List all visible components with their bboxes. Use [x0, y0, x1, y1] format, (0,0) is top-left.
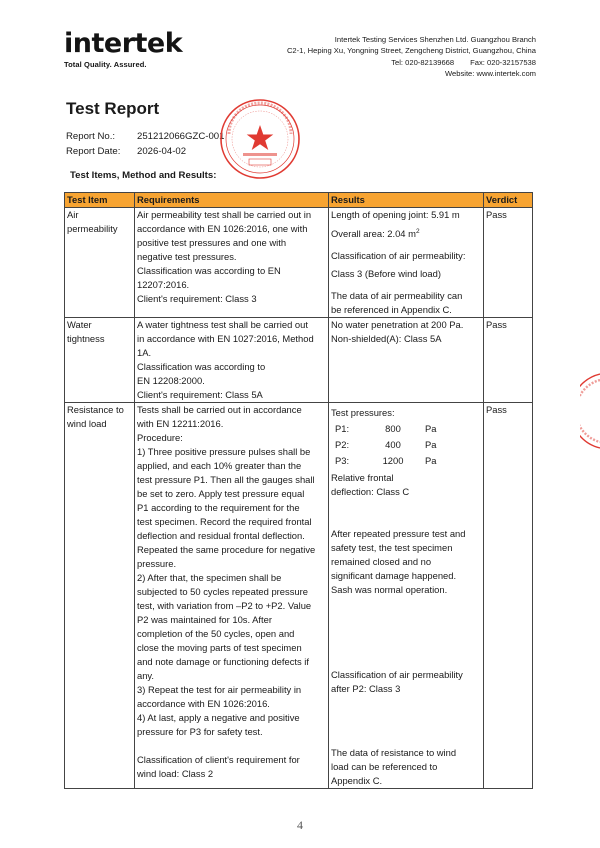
req-line: A water tightness test shall be carried out — [137, 319, 308, 331]
item-line: permeability — [67, 223, 118, 234]
item-line: Water — [67, 319, 92, 331]
req-line: Tests shall be carried out in accordance — [137, 404, 302, 416]
req-line: P1 according to the requirement for the — [137, 502, 300, 514]
company-website: Website: www.intertek.com — [444, 68, 536, 78]
verdict-cell: Pass — [484, 403, 533, 789]
overall-area — [331, 225, 481, 241]
pressure-name: P3: — [335, 455, 350, 467]
appendix-line: load can be referenced to — [331, 761, 438, 773]
req-line: Air permeability test shall be carried out in — [137, 209, 312, 220]
report-meta — [66, 129, 224, 159]
pressure-value: 800 — [385, 423, 401, 435]
report-no-value: 251212066GZC-001 — [137, 131, 225, 142]
report-no-label: Report No.: — [66, 131, 116, 142]
overall-area-text: Overall area: 2.04 m — [331, 228, 416, 240]
company-contact — [287, 57, 536, 68]
verdict-cell: Pass — [484, 208, 533, 318]
air-class-line: after P2: Class 3 — [331, 683, 401, 695]
results-table — [64, 192, 533, 789]
after-test-line: After repeated pressure test and — [331, 528, 466, 540]
req-line: in accordance with EN 1027:2016, Method — [137, 333, 314, 345]
item-line: Resistance to — [67, 404, 124, 416]
page-title: Test Report — [66, 99, 160, 118]
logo-tagline: Total Quality. Assured. — [64, 60, 147, 69]
req-line: positive test pressures and one with — [137, 237, 287, 248]
req-line: 4) At last, apply a negative and positive — [137, 712, 300, 724]
item-line: tightness — [67, 333, 105, 345]
item-line: Air — [67, 209, 79, 220]
requirements-cell — [135, 208, 329, 318]
test-item-cell — [65, 208, 135, 318]
requirements-cell — [135, 318, 329, 403]
req-line: applied, and each 10% greater than the — [137, 460, 302, 472]
pressure-list — [335, 422, 481, 468]
req-line: close the moving parts of test specimen — [137, 642, 302, 654]
pressure-unit: Pa — [425, 423, 437, 435]
company-address: C2-1, Heping Xu, Yongning Street, Zengcheng District, Guangzhou, China — [286, 46, 536, 56]
req-line: 12207:2016. — [137, 279, 190, 290]
opening-joint-length: Length of opening joint: 5.91 m — [331, 209, 460, 220]
test-item-cell — [65, 403, 135, 789]
air-class-line: Classification of air permeability — [331, 669, 463, 681]
req-line: Repeated the same procedure for negative — [137, 544, 316, 556]
report-date-value: 2026-04-02 — [137, 146, 187, 157]
req-line: negative test pressures. — [137, 251, 237, 262]
intertek-logo — [64, 30, 182, 69]
after-test-line: significant damage happened. — [331, 570, 457, 582]
req-line: deflection and residual frontal deflection. — [137, 530, 305, 542]
area-unit-superscript: 2 — [415, 228, 420, 235]
req-line: accordance with EN 1026:2016, one with — [137, 223, 308, 234]
req-line: completion of the 50 cycles, open and — [137, 628, 295, 640]
req-line: Classification was according to — [137, 361, 266, 373]
header-results: Results — [329, 193, 484, 208]
company-tel: Tel: 020-82139668 — [391, 57, 455, 67]
pressure-value: 400 — [385, 439, 401, 451]
req-line: test specimen. Record the required frontal — [137, 516, 312, 528]
req-line: EN 12208:2000. — [137, 375, 205, 387]
company-fax: Fax: 020-32157538 — [470, 57, 536, 67]
req-line: Client's requirement: Class 3 — [137, 293, 257, 304]
company-seal-stamp — [219, 98, 301, 180]
req-line: and note damage or functioning defects if — [137, 656, 309, 668]
deflection-line: deflection: Class C — [331, 486, 410, 498]
logo-wordmark: intertek — [64, 28, 183, 59]
req-line: 1A. — [137, 347, 152, 359]
req-line: accordance with EN 1026:2016. — [137, 698, 270, 710]
air-class-value: Class 3 (Before wind load) — [331, 268, 441, 280]
pressure-row — [335, 454, 481, 468]
table-row — [65, 208, 533, 318]
appendix-line: The data of resistance to wind — [331, 747, 457, 759]
company-name: Intertek Testing Services Shenzhen Ltd. Guangzhou Branch — [334, 35, 536, 44]
after-test-line: Sash was normal operation. — [331, 584, 448, 596]
appendix-line: be referenced in Appendix C. — [331, 304, 452, 316]
header-requirements: Requirements — [135, 193, 329, 208]
item-line: wind load — [67, 418, 107, 430]
req-line: any. — [137, 670, 155, 682]
partial-seal-edge — [580, 372, 600, 450]
report-no-row — [66, 129, 224, 144]
report-date-row — [66, 144, 224, 159]
table-row — [65, 318, 533, 403]
pressure-value: 1200 — [382, 455, 404, 467]
req-line: test pressure P1. Then all the gauges shall — [137, 474, 315, 486]
results-cell — [329, 208, 484, 318]
requirements-cell — [135, 403, 329, 789]
result-line: No water penetration at 200 Pa. — [331, 319, 464, 331]
results-cell — [329, 318, 484, 403]
results-cell — [329, 403, 484, 789]
appendix-line: Appendix C. — [331, 775, 383, 787]
header-test-item: Test Item — [65, 193, 135, 208]
req-line: 1) Three positive pressure pulses shall be — [137, 446, 311, 458]
req-line: pressure for P3 for safety test. — [137, 726, 263, 738]
after-test-line: safety test, the test specimen — [331, 542, 453, 554]
table-header-row — [65, 193, 533, 208]
pressures-label: Test pressures: — [331, 407, 395, 419]
header-verdict: Verdict — [484, 193, 533, 208]
page-number: 4 — [297, 818, 303, 832]
pressure-unit: Pa — [425, 455, 437, 467]
deflection-line: Relative frontal — [331, 472, 394, 484]
pressure-unit: Pa — [425, 439, 437, 451]
req-line: P2 was maintained for 10s. After — [137, 614, 272, 626]
test-item-cell — [65, 318, 135, 403]
req-line: subjected to 50 cycles repeated pressure — [137, 586, 308, 598]
after-test-line: remained closed and no — [331, 556, 432, 568]
pressure-row — [335, 422, 481, 436]
req-spacer — [137, 739, 326, 753]
company-info — [287, 34, 536, 79]
table-row — [65, 403, 533, 789]
req-line: pressure. — [137, 558, 177, 570]
req-line: Procedure: — [137, 432, 183, 444]
req-line: wind load: Class 2 — [137, 768, 214, 780]
appendix-line: The data of air permeability can — [331, 290, 463, 302]
req-line: with EN 12211:2016. — [137, 418, 224, 430]
req-line: be set to zero. Apply test pressure equal — [137, 488, 305, 500]
pressure-row — [335, 438, 481, 452]
air-class-label: Classification of air permeability: — [331, 250, 466, 262]
report-date-label: Report Date: — [66, 146, 121, 157]
pressure-name: P2: — [335, 439, 350, 451]
req-line: 2) After that, the specimen shall be — [137, 572, 282, 584]
req-line: test, with variation from –P2 to +P2. Value — [137, 600, 312, 612]
pressure-name: P1: — [335, 423, 350, 435]
section-title: Test Items, Method and Results: — [70, 170, 217, 181]
verdict-cell: Pass — [484, 318, 533, 403]
result-line: Non-shielded(A): Class 5A — [331, 333, 442, 345]
req-line: Client's requirement: Class 5A — [137, 389, 263, 401]
req-line: Classification was according to EN — [137, 265, 281, 276]
req-line: Classification of client's requirement for — [137, 754, 300, 766]
req-line: 3) Repeat the test for air permeability in — [137, 684, 302, 696]
